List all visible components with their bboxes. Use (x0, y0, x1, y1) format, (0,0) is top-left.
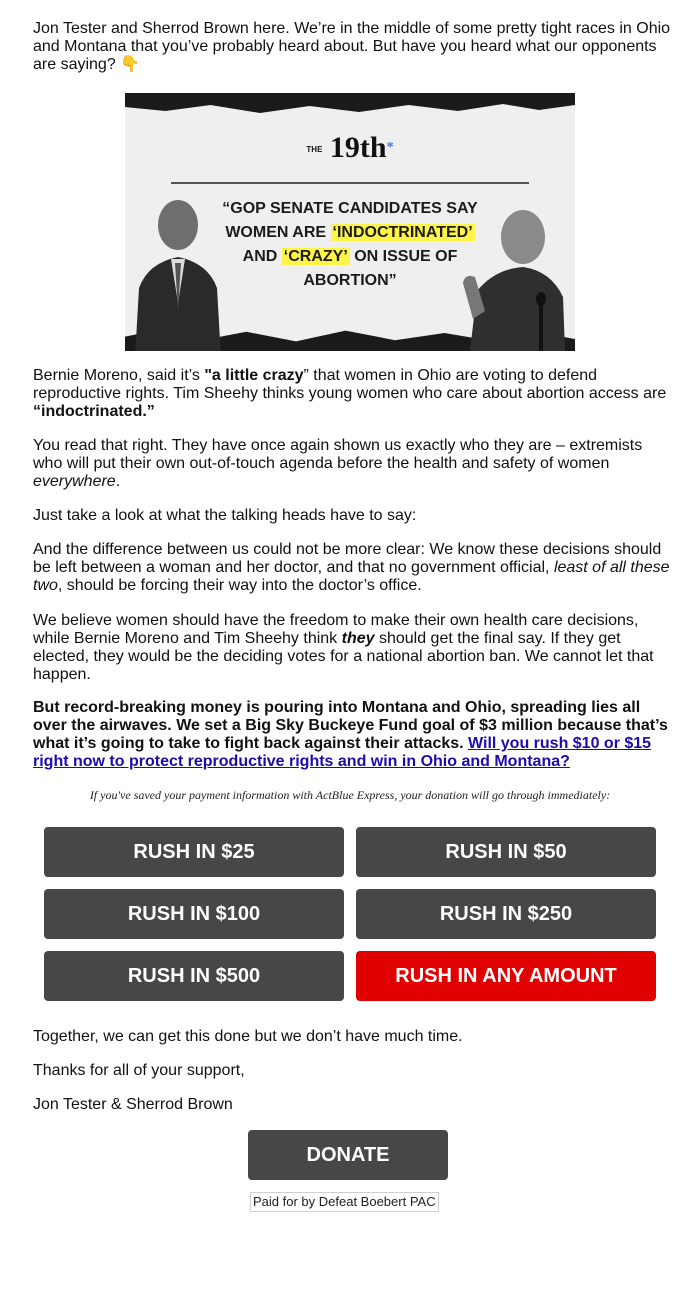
headline-quote: “GOP SENATE CANDIDATES SAY WOMEN ARE ‘INDOCTRINATED’ AND ‘CRAZY’ ON ISSUE OF ABORTION” (222, 200, 478, 289)
intro-paragraph: Jon Tester and Sherrod Brown here. We’re in the middle of some pretty tight races in Ohio and Montana that you’ve probably heard about. But have you heard what our opponents are saying? 👇 (33, 20, 671, 73)
rush-500-button[interactable]: RUSH IN $500 (44, 951, 344, 1001)
pointing-down-emoji-icon: 👇 (120, 56, 141, 73)
signature: Jon Tester & Sherrod Brown (33, 1096, 233, 1113)
rush-donation-link[interactable]: Will you rush $10 or $15 right now to protect reproductive rights and win in Ohio and Montana? (33, 735, 652, 770)
donate-button[interactable]: DONATE (248, 1130, 448, 1180)
the-19th-logo: THE 19th* (306, 131, 394, 164)
rush-250-button[interactable]: RUSH IN $250 (356, 889, 656, 939)
rush-100-button[interactable]: RUSH IN $100 (44, 889, 344, 939)
paid-for-disclaimer: Paid for by Defeat Boebert PAC (250, 1192, 439, 1212)
rush-50-button[interactable]: RUSH IN $50 (356, 827, 656, 877)
highlight-indoctrinated: ‘INDOCTRINATED’ (332, 224, 473, 241)
torn-paper-top (125, 93, 575, 113)
paragraph-difference: And the difference between us could not be more clear: We know these decisions should be left between a woman and her doctor, and that no government official, least of all these two, should be forcing their way into the doctor’s office. (33, 541, 670, 594)
paragraph-extremists: You read that right. They have once again shown us exactly who they are – extremists who will put their own out-of-touch agenda before the health and safety of women everywhere. (33, 437, 643, 490)
logo-divider (171, 182, 529, 184)
actblue-express-note: If you've saved your payment information with ActBlue Express, your donation will go through immediately: (89, 788, 611, 802)
paragraph-talking-heads: Just take a look at what the talking heads have to say: (33, 507, 417, 524)
highlight-crazy: ‘CRAZY’ (283, 248, 348, 265)
rush-any-amount-button[interactable]: RUSH IN ANY AMOUNT (356, 951, 656, 1001)
rush-25-button[interactable]: RUSH IN $25 (44, 827, 344, 877)
paragraph-thanks: Thanks for all of your support, (33, 1062, 245, 1079)
paragraph-fund-goal: But record-breaking money is pouring into Montana and Ohio, spreading lies all over the airwaves. We set a Big Sky Buckeye Fund goal of $3 million because that’s what it’s going to take to fight back against their attacks. Will you rush $10 or $15 right now to protect reproductive rights and win in Ohio and Montana? (33, 699, 668, 770)
hero-image[interactable] (125, 93, 575, 351)
paragraph-candidates: Bernie Moreno, said it’s "a little crazy” that women in Ohio are voting to defend reproductive rights. Tim Sheehy thinks young women who care about abortion access are “indoctrinated.” (33, 367, 667, 420)
paragraph-together: Together, we can get this done but we don’t have much time. (33, 1028, 463, 1045)
paragraph-freedom: We believe women should have the freedom to make their own health care decisions, while Bernie Moreno and Tim Sheehy think they should get the final say. If they get elected, they would be the deciding votes for a national abortion ban. We cannot let that happen. (33, 612, 654, 683)
